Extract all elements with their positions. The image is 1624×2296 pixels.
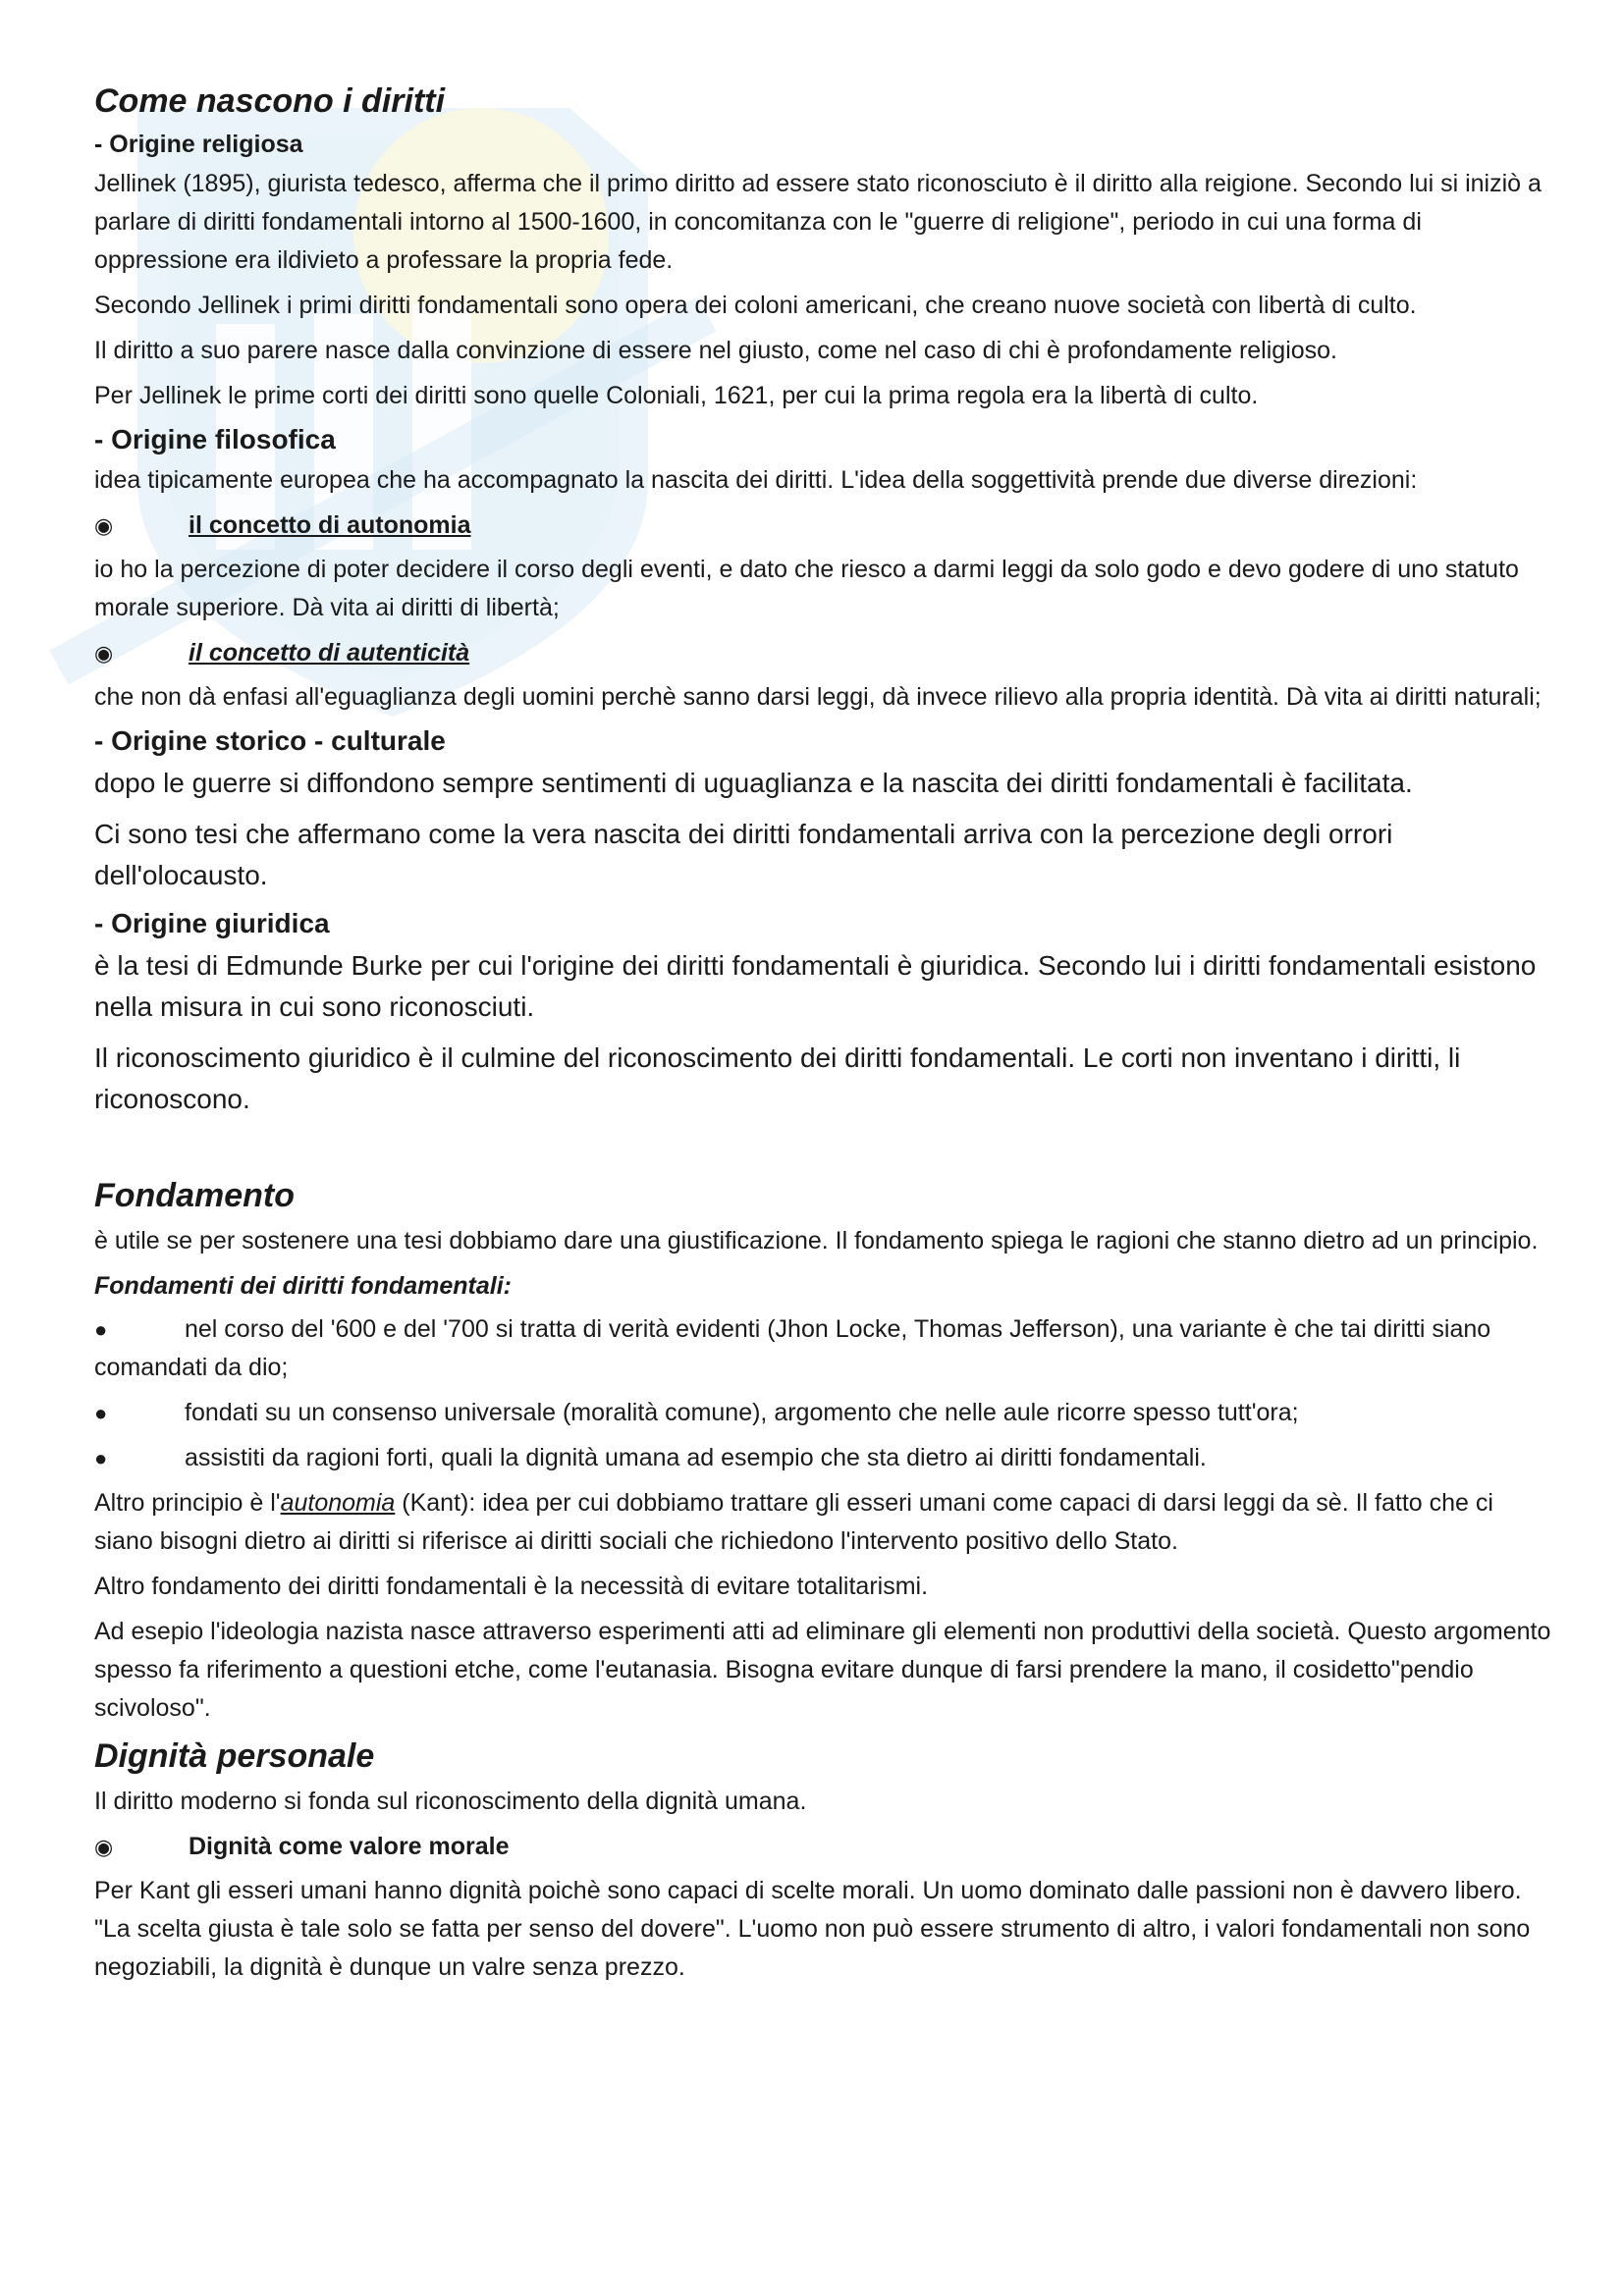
list-item-autonomia — [94, 507, 1557, 545]
paragraph: Per Kant gli esseri umani hanno dignità poichè sono capaci di scelte morali. Un uomo dominato dalle passioni non è davvero libero. "La scelta giusta è tale solo se fatta per senso del dovere". L'uomo non può essere strumento di altro, i valori fondamentali non sono negoziabili, la dignità è dunque un valre senza prezzo. — [94, 1877, 1531, 1981]
list-item-text: assistiti da ragioni forti, quali la dignità umana ad esempio che sta dietro ai diritti fondamentali. — [185, 1444, 1207, 1471]
paragraph: Per Jellinek le prime corti dei diritti sono quelle Coloniali, 1621, per cui la prima regola era la libertà di culto. — [94, 382, 1259, 409]
paragraph: Il diritto a suo parere nasce dalla convinzione di essere nel giusto, come nel caso di chi è profondamente religioso. — [94, 337, 1338, 364]
paragraph: io ho la percezione di poter decidere il corso degli eventi, e dato che riesco a darmi leggi da solo godo e devo godere di uno statuto morale superiore. Dà vita ai diritti di libertà; — [94, 556, 1519, 621]
paragraph: idea tipicamente europea che ha accompagnato la nascita dei diritti. L'idea della soggettività prende due diverse direzioni: — [94, 466, 1418, 494]
bullet-icon: ● — [94, 1401, 108, 1425]
paragraph: dopo le guerre si diffondono sempre sentimenti di uguaglianza e la nascita dei diritti fondamentali è facilitata. — [94, 768, 1413, 798]
list-item — [94, 1439, 1557, 1477]
document-page — [94, 80, 1557, 1994]
heading-origine-religiosa: - Origine religiosa — [94, 131, 303, 158]
paragraph: Jellinek (1895), giurista tedesco, afferma che il primo diritto ad essere stato riconosciuto è il diritto alla reigione. Secondo lui si iniziò a parlare di diritti fondamentali intorno al 1500-1600, in concomitanza con le "guerre di religione", periodo in cui una forma di oppressione era ildivieto a professare la propria fede. — [94, 170, 1542, 274]
bullet-icon: ● — [94, 1317, 108, 1342]
paragraph: è la tesi di Edmunde Burke per cui l'origine dei diritti fondamentali è giuridica. Secondo lui i diritti fondamentali esistono nella misura in cui sono riconosciuti. — [94, 950, 1537, 1022]
list-item-title: Dignità come valore morale — [189, 1833, 510, 1860]
section-title-come-nascono: Come nascono i diritti — [94, 82, 446, 120]
list-item-text: fondati su un consenso universale (moralità comune), argomento che nelle aule ricorre spesso tutt'ora; — [185, 1399, 1299, 1426]
paragraph — [94, 1484, 1557, 1561]
term-autonomia: autonomia — [280, 1489, 396, 1517]
paragraph: Il riconoscimento giuridico è il culmine del riconoscimento dei diritti fondamentali. Le corti non inventano i diritti, li riconoscono. — [94, 1042, 1461, 1114]
bullet-icon: ● — [94, 1446, 108, 1470]
paragraph: Secondo Jellinek i primi diritti fondamentali sono opera dei coloni americani, che creano nuove società con libertà di culto. — [94, 292, 1417, 319]
list-item — [94, 1310, 1557, 1387]
paragraph: Il diritto moderno si fonda sul riconoscimento della dignità umana. — [94, 1788, 807, 1815]
paragraph: Ad esepio l'ideologia nazista nasce attraverso esperimenti atti ad eliminare gli elementi non produttivi della società. Questo argomento spesso fa riferimento a questioni etche, come l'eutanasia. Bisogna evitare dunque di farsi prendere la mano, il cosidetto"pendio scivoloso". — [94, 1618, 1551, 1722]
section-title-fondamento: Fondamento — [94, 1177, 295, 1214]
bullet-icon: ◉ — [94, 513, 114, 538]
list-item-text: nel corso del '600 e del '700 si tratta di verità evidenti (Jhon Locke, Thomas Jefferson), una variante è che tai diritti siano comandati da dio; — [94, 1315, 1491, 1381]
list-item-title: il concetto di autenticità — [189, 639, 470, 667]
heading-origine-giuridica: - Origine giuridica — [94, 908, 330, 938]
bullet-icon: ◉ — [94, 1835, 114, 1859]
text-run: Altro principio è l' — [94, 1489, 281, 1517]
list-item-title: il concetto di autonomia — [189, 511, 471, 539]
heading-origine-filosofica: - Origine filosofica — [94, 424, 336, 454]
text-run: (Kant): idea per cui dobbiamo trattare gli esseri umani come capaci di darsi leggi da sè. Il fatto che ci siano bisogni dietro ai diritti si riferisce ai diritti sociali che richiedono l'intervento positivo dello Stato. — [94, 1489, 1493, 1555]
bullet-icon: ◉ — [94, 641, 114, 666]
paragraph: Ci sono tesi che affermano come la vera nascita dei diritti fondamentali arriva con la percezione degli orrori dell'olocausto. — [94, 819, 1393, 890]
list-item — [94, 1394, 1557, 1432]
section-title-dignita: Dignità personale — [94, 1737, 375, 1775]
paragraph: è utile se per sostenere una tesi dobbiamo dare una giustificazione. Il fondamento spiega le ragioni che stanno dietro ad un principio. — [94, 1227, 1539, 1255]
paragraph: Altro fondamento dei diritti fondamentali è la necessità di evitare totalitarismi. — [94, 1573, 929, 1600]
paragraph: che non dà enfasi all'eguaglianza degli uomini perchè sanno darsi leggi, dà invece rilievo alla propria identità. Dà vita ai diritti naturali; — [94, 683, 1542, 711]
sublabel-fondamenti: Fondamenti dei diritti fondamentali: — [94, 1272, 512, 1300]
list-item-autenticita — [94, 634, 1557, 672]
list-item-dignita-valore — [94, 1828, 1557, 1866]
heading-origine-storico: - Origine storico - culturale — [94, 725, 446, 756]
